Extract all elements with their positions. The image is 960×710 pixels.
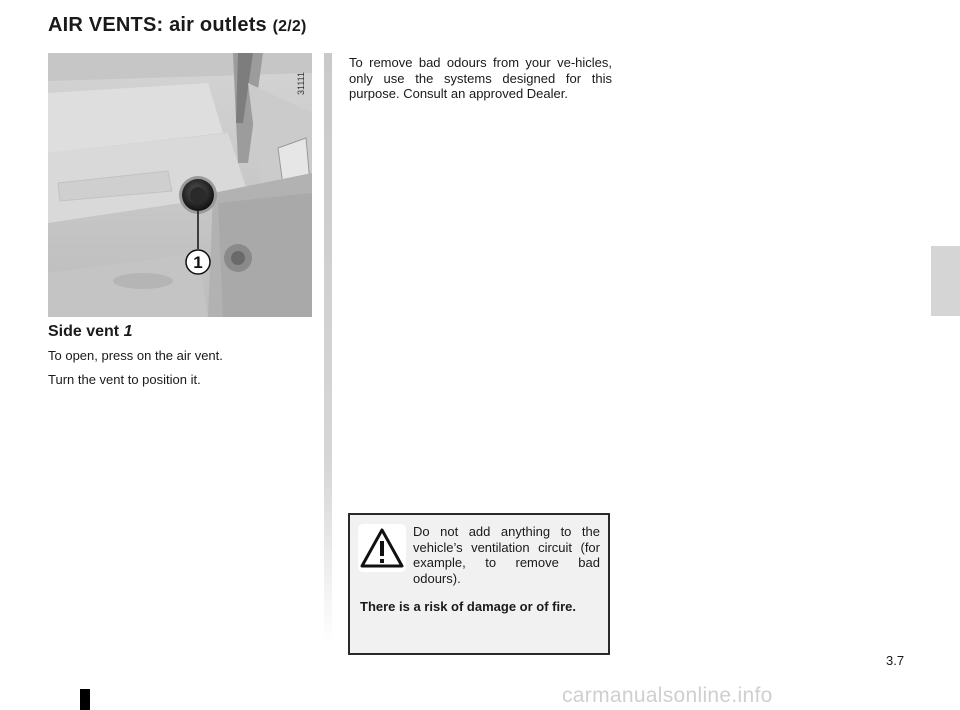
figure-ref-code: 31111 (296, 71, 306, 95)
title-text: AIR VENTS: air outlets (48, 14, 267, 36)
warning-text: Do not add anything to the vehicle’s ventilation circuit (for example, to remove bad odours). (413, 524, 600, 586)
warning-triangle-icon (358, 524, 406, 572)
section-heading-text: Side vent (48, 323, 120, 340)
instruction-position: Turn the vent to position it. (48, 372, 201, 387)
callout-1: 1 (193, 253, 203, 272)
section-heading (48, 323, 133, 341)
watermark-text: carmanualsonline.info (562, 684, 773, 707)
section-tab (931, 246, 960, 316)
side-vent-photo (48, 53, 312, 317)
info-paragraph: To remove bad odours from your ve-hicles, only use the systems designed for this purpose. Consult an approved Dealer. (349, 55, 612, 101)
instruction-open: To open, press on the air vent. (48, 348, 223, 363)
column-divider (324, 53, 332, 643)
section-heading-number: 1 (123, 323, 133, 340)
page-number: 3.7 (886, 653, 905, 668)
warning-box (348, 513, 610, 655)
page-title (48, 14, 307, 37)
warning-emphasis: There is a risk of damage or of fire. (360, 599, 577, 614)
footer-marker (80, 689, 90, 710)
title-part: (2/2) (272, 18, 307, 35)
